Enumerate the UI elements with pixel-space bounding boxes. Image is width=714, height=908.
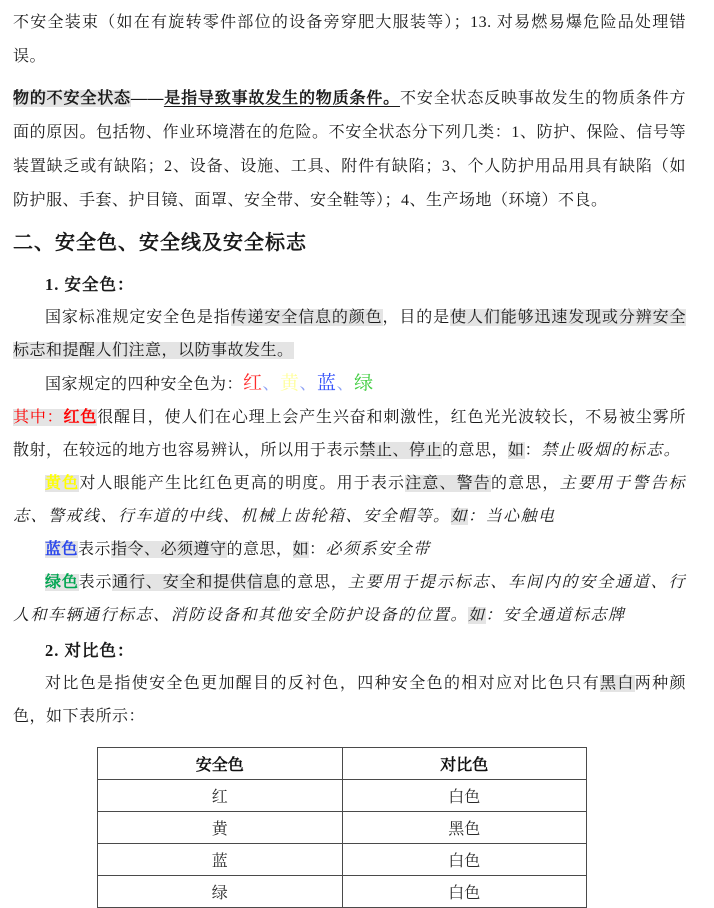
text-run: ： <box>524 442 542 459</box>
text-run: ： <box>468 508 486 525</box>
text-run: 通行、安全和提供信息 <box>112 574 281 591</box>
text-run: 、 <box>336 374 355 393</box>
text-run: 表示 <box>78 541 112 558</box>
text-run: 必须系安全带 <box>325 541 431 558</box>
text-run: 、 <box>262 374 281 393</box>
text-run: 的意思， <box>226 541 293 558</box>
subsection-contrast-color: 2. 对比色： <box>45 641 135 660</box>
text-run: 主要用于警告标志、警戒线、行车道的中线、机械上齿轮箱、安全帽等。 <box>13 475 686 525</box>
table-cell-safety: 黄 <box>98 812 343 844</box>
paragraph-four-safety-colors <box>13 367 686 401</box>
text-run: 绿 <box>354 373 374 394</box>
text-run: 安全通道标志牌 <box>503 607 626 624</box>
table-cell-contrast: 白色 <box>342 780 587 812</box>
text-run: 如 <box>468 607 486 624</box>
paragraph-red-color <box>13 401 686 467</box>
text-run: 禁止、停止 <box>359 442 443 459</box>
paragraph-green-color <box>13 566 686 632</box>
text-run: 表示 <box>78 574 113 591</box>
table-cell-contrast: 白色 <box>342 844 587 876</box>
text-run: 的意思， <box>490 475 560 492</box>
subsection-safety-color: 1. 安全色： <box>45 275 135 294</box>
text-run: 、 <box>299 374 318 393</box>
text-run: 黑白 <box>600 675 635 692</box>
text-run: 不安全状态反映事故发生的物质条件方面的原因。包括物、作业环境潜在的危险。不安全状态分下列几类：1、防护、保险、信号等装置缺乏或有缺陷；2、设备、设施、工具、附件有缺陷；3、个人防护用品用具有缺陷（如防护服、手套、护目镜、面罩、安全带、安全鞋等）；4、生产场地（环境）不良。 <box>13 90 686 209</box>
text-run: 的意思， <box>280 574 348 591</box>
text-run: 国家标准规定安全色是指 <box>45 309 231 326</box>
text-run: 注意、警告 <box>405 475 491 492</box>
text-run: 使人们能够迅速发现或分辨安全标志和提醒人们注意，以防事故发生。 <box>13 309 686 359</box>
text-run: ： <box>309 541 326 558</box>
table-header-safety-color: 安全色 <box>98 748 343 780</box>
text-run: 主要用于提示标志、车间内的安全通道、行人和车辆通行标志、消防设备和其他安全防护设备的位置。 <box>13 574 686 624</box>
text-run: 如 <box>292 541 310 558</box>
table-header-row <box>98 748 587 780</box>
text-run: 对人眼能产生比红色更高的明度。用于表示 <box>79 475 406 492</box>
text-run: 指令、必须遵守 <box>111 541 227 558</box>
table-cell-safety: 红 <box>98 780 343 812</box>
table-row <box>98 844 587 876</box>
paragraph-unsafe-attire <box>13 6 686 74</box>
section-heading: 二、安全色、安全线及安全标志 <box>13 232 307 254</box>
text-run: 对比色是指使安全色更加醒目的反衬色，四种安全色的相对应对比色只有 <box>45 675 601 692</box>
table-row <box>98 812 587 844</box>
text-run: 传递安全信息的颜色 <box>230 309 383 326</box>
paragraph-yellow-color <box>13 467 686 533</box>
text-run: 黄色 <box>45 475 80 492</box>
text-run: 如 <box>450 508 469 525</box>
text-run: 黄 <box>280 373 300 394</box>
text-run: 两种颜色，如下表所示： <box>13 675 686 725</box>
table-cell-contrast: 白色 <box>342 876 587 908</box>
text-run: ： <box>485 607 504 624</box>
text-run: 其中： <box>13 409 64 426</box>
table-row <box>98 780 587 812</box>
text-run: 如 <box>508 442 525 459</box>
paragraph-blue-color <box>13 533 686 566</box>
text-run: 红 <box>243 373 263 394</box>
table-cell-safety: 绿 <box>98 876 343 908</box>
text-run: 不安全装束（如在有旋转零件部位的设备旁穿肥大服装等）；13. 对易燃易爆危险品处理错误。 <box>13 14 686 65</box>
table-cell-safety: 蓝 <box>98 844 343 876</box>
text-run: 蓝 <box>317 373 337 394</box>
text-run: —— <box>130 90 164 107</box>
text-run: 国家规定的四种安全色为： <box>45 376 244 393</box>
text-run: 蓝色 <box>45 541 79 558</box>
text-run: 禁止吸烟的标志。 <box>541 442 682 459</box>
paragraph-safety-color-definition <box>13 301 686 367</box>
text-run: 的意思， <box>442 442 509 459</box>
table-header-contrast-color: 对比色 <box>342 748 587 780</box>
contrast-color-table <box>97 747 587 908</box>
text-run: 绿色 <box>45 574 79 591</box>
text-run: 很醒目，使人们在心理上会产生兴奋和刺激性，红色光光波较长，不易被尘雾所散射，在较远的地方也容易辨认，所以用于表示 <box>13 409 686 459</box>
table-row <box>98 876 587 908</box>
table-cell-contrast: 黑色 <box>342 812 587 844</box>
text-run: 物的不安全状态 <box>13 90 131 107</box>
text-run: 当心触电 <box>485 508 556 525</box>
text-run: 是指导致事故发生的物质条件。 <box>163 90 401 107</box>
text-run: ，目的是 <box>382 309 451 326</box>
text-run: 红色 <box>63 409 98 426</box>
paragraph-unsafe-state <box>13 82 686 218</box>
paragraph-contrast-definition <box>13 667 686 733</box>
